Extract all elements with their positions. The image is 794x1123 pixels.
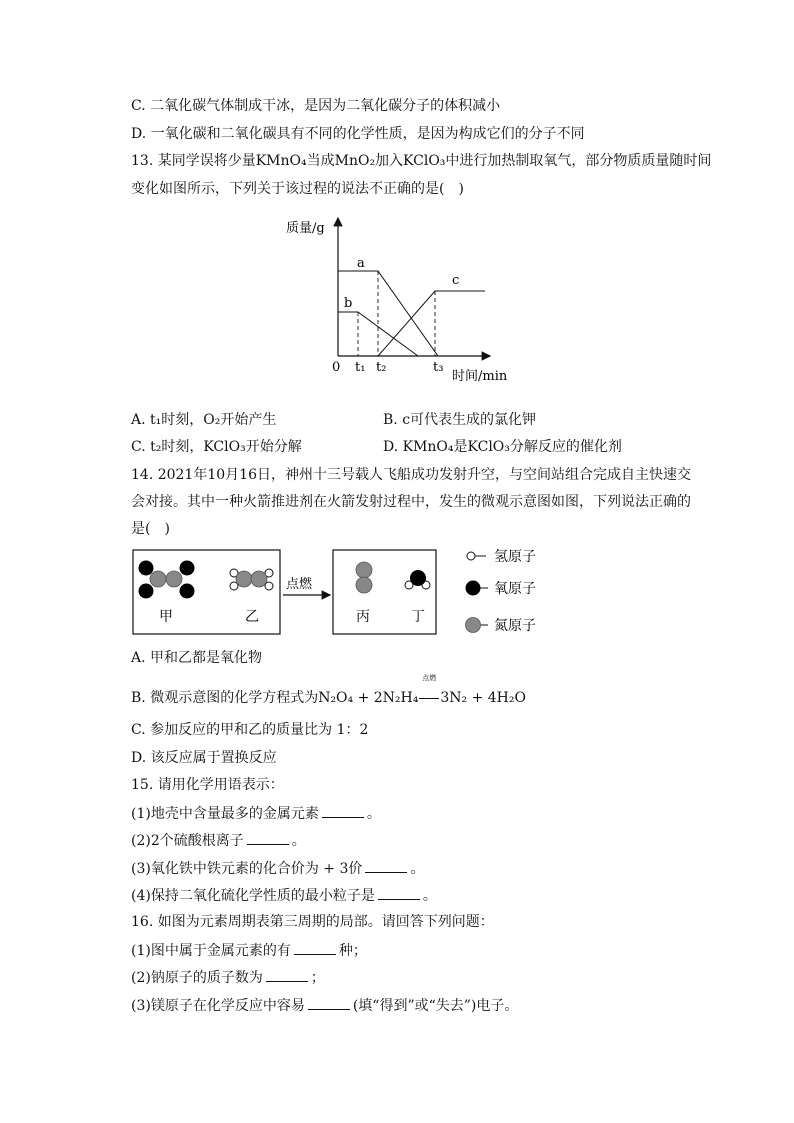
period: 。 xyxy=(366,806,381,822)
legend-hydrogen xyxy=(467,549,536,565)
answer-blank[interactable] xyxy=(378,885,420,900)
q13-option-d: D. KMnO₄是KClO₃分解反应的催化剂 xyxy=(383,439,622,455)
q14b-text-post: 3N₂ + 4H₂O xyxy=(440,690,526,706)
molecule-ding xyxy=(405,570,430,589)
q16-3-suffix: (填“得到”或“失去”)电子。 xyxy=(352,998,519,1014)
answer-blank[interactable] xyxy=(294,940,336,955)
q14-option-a: A. 甲和乙都是氧化物 xyxy=(131,650,263,666)
mass-time-graph xyxy=(280,210,520,388)
question-14-line1: 14. 2021年10月16日，神州十三号载人飞船成功发射升空，与空间站组合完成自主快速交 xyxy=(131,467,691,483)
legend-o-text: 氧原子 xyxy=(494,581,536,597)
q15-1-text: (1)地壳中含量最多的金属元素 xyxy=(131,806,319,822)
label-a: a xyxy=(357,256,365,271)
q16-item-3 xyxy=(131,995,518,1016)
q15-item-4 xyxy=(131,885,437,906)
label-yi: 乙 xyxy=(245,609,259,625)
q16-item-1 xyxy=(131,940,367,961)
molecule-jia xyxy=(139,561,195,599)
period: 。 xyxy=(422,888,437,904)
line-a xyxy=(338,271,438,356)
molecule-yi xyxy=(230,569,273,590)
q14b-text-pre: B. 微观示意图的化学方程式为N₂O₄ + 2N₂H₄ xyxy=(131,690,419,706)
legend-nitrogen xyxy=(466,618,537,635)
arrow-label: 点燃 xyxy=(286,577,313,592)
period: 。 xyxy=(410,861,425,877)
micro-reaction-diagram xyxy=(130,542,550,638)
q14b-equals xyxy=(418,674,440,708)
legend-n-text: 氮原子 xyxy=(494,618,536,634)
q15-3-text: (3)氧化铁中铁元素的化合价为 + 3价 xyxy=(131,861,363,877)
q15-4-text: (4)保持二氧化硫化学性质的最小粒子是 xyxy=(131,888,375,904)
answer-blank[interactable] xyxy=(266,967,308,982)
q14b-condition: 点燃 xyxy=(422,674,437,682)
label-ding: 丁 xyxy=(411,609,425,625)
question-13-line2: 变化如图所示，下列关于该过程的说法不正确的是( ) xyxy=(131,181,464,197)
tick-t2: t₂ xyxy=(376,360,387,375)
legend-oxygen xyxy=(466,581,537,598)
q13-option-a: A. t₁时刻，O₂开始产生 xyxy=(131,412,277,428)
question-16: 16. 如图为元素周期表第三周期的局部。请回答下列问题： xyxy=(131,914,494,930)
q14-option-c: C. 参加反应的甲和乙的质量比为 1：2 xyxy=(131,722,369,738)
question-13-line1: 13. 某同学误将少量KMnO₄当成MnO₂加入KClO₃中进行加热制取氧气，部分物质质量随时间 xyxy=(131,153,712,169)
graph-xlabel: 时间/min xyxy=(452,369,508,384)
question-14-line3: 是( ) xyxy=(131,521,170,537)
tick-t3: t₃ xyxy=(433,360,444,375)
answer-blank[interactable] xyxy=(247,830,289,845)
q14-option-b xyxy=(131,674,526,708)
q16-1-suffix: 种； xyxy=(338,943,367,959)
answer-blank[interactable] xyxy=(322,803,364,818)
question-15: 15. 请用化学用语表示： xyxy=(131,777,284,793)
answer-blank[interactable] xyxy=(365,858,407,873)
label-jia: 甲 xyxy=(159,609,173,625)
question-14-line2: 会对接。其中一种火箭推进剂在火箭发射过程中，发生的微观示意图如图，下列说法正确的 xyxy=(131,494,691,510)
option-c-q12: C. 二氧化碳气体制成干冰，是因为二氧化碳分子的体积减小 xyxy=(131,98,501,114)
q16-2-suffix: ； xyxy=(310,970,325,986)
molecule-bing xyxy=(356,562,372,593)
q16-2-text: (2)钠原子的质子数为 xyxy=(131,970,263,986)
q16-3-text: (3)镁原子在化学反应中容易 xyxy=(131,998,305,1014)
label-b: b xyxy=(344,296,353,311)
graph-ylabel: 质量/g xyxy=(286,221,325,236)
label-bing: 丙 xyxy=(356,609,370,625)
legend-h-text: 氢原子 xyxy=(494,549,536,565)
q14-option-d: D. 该反应属于置换反应 xyxy=(131,750,277,766)
q15-item-3 xyxy=(131,858,424,879)
q15-item-1 xyxy=(131,803,381,824)
q13-option-c: C. t₂时刻，KClO₃开始分解 xyxy=(131,439,302,455)
period: 。 xyxy=(291,833,306,849)
answer-blank[interactable] xyxy=(308,995,350,1010)
q15-2-text: (2)2个硫酸根离子 xyxy=(131,833,244,849)
q16-item-2 xyxy=(131,967,325,988)
q15-item-2 xyxy=(131,830,306,851)
q16-1-text: (1)图中属于金属元素的有 xyxy=(131,943,291,959)
q13-option-b: B. c可代表生成的氯化钾 xyxy=(383,412,537,428)
graph-origin: 0 xyxy=(332,360,341,375)
label-c: c xyxy=(452,273,460,288)
option-d-q12: D. 一氧化碳和二氧化碳具有不同的化学性质，是因为构成它们的分子不同 xyxy=(131,126,585,142)
tick-t1: t₁ xyxy=(355,360,366,375)
